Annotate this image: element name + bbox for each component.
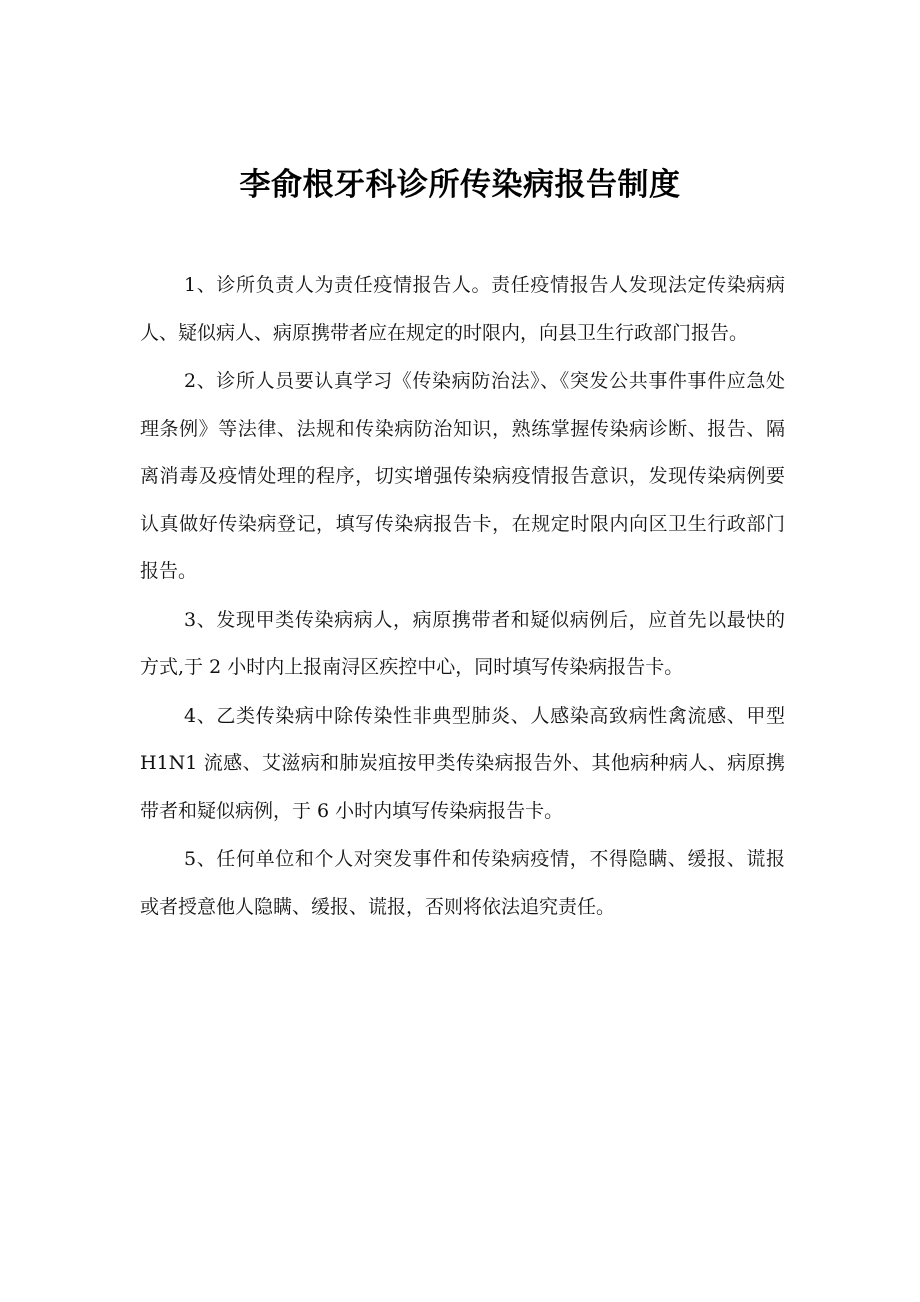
paragraph-1: 1、诊所负责人为责任疫情报告人。责任疫情报告人发现法定传染病病人、疑似病人、病原携带者应在规定的时限内，向县卫生行政部门报告。 <box>140 274 785 344</box>
paragraph-4: 4、乙类传染病中除传染性非典型肺炎、人感染高致病性禽流感、甲型 H1N1 流感、艾滋病和肺炭疽按甲类传染病报告外、其他病种病人、病原携带者和疑似病例，于 6 小时内填写传染病报告卡。 <box>140 704 785 822</box>
paragraph-2: 2、诊所人员要认真学习《传染病防治法》、《突发公共事件事件应急处理条例》等法律、法规和传染病防治知识，熟练掌握传染病诊断、报告、隔离消毒及疫情处理的程序，切实增强传染病疫情报告意识，发现传染病例要认真做好传染病登记，填写传染病报告卡，在规定时限内向区卫生行政部门报告。 <box>140 370 785 582</box>
document-title: 李俞根牙科诊所传染病报告制度 <box>239 167 681 203</box>
paragraph-5: 5、任何单位和个人对突发事件和传染病疫情，不得隐瞒、缓报、谎报或者授意他人隐瞒、缓报、谎报，否则将依法追究责任。 <box>140 848 785 918</box>
paragraph-3: 3、发现甲类传染病病人，病原携带者和疑似病例后，应首先以最快的方式,于 2 小时内上报南浔区疾控中心，同时填写传染病报告卡。 <box>140 608 785 678</box>
document-body <box>140 262 785 932</box>
